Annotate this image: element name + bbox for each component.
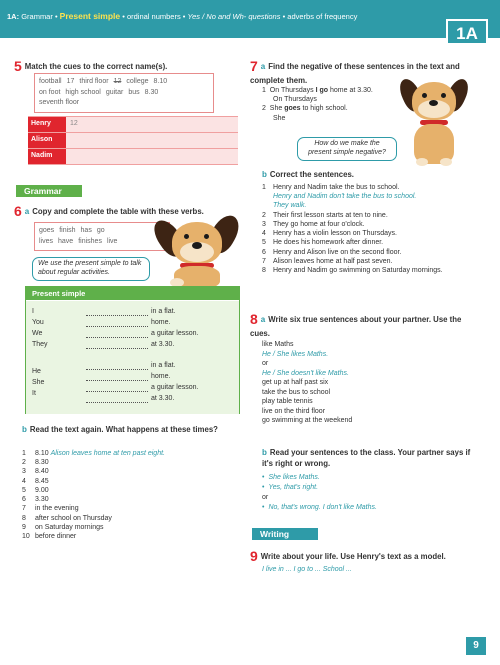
page-number: 9 (466, 637, 486, 655)
exercise-number: 7 (250, 58, 258, 74)
names-table (28, 116, 238, 165)
sub-letter: b (22, 425, 27, 434)
answer-field[interactable]: 12 (66, 117, 238, 133)
example-answer: They walk. (273, 202, 307, 210)
cue-word: third floor (79, 78, 109, 85)
answer-line: She (273, 114, 286, 122)
table-row (28, 117, 238, 133)
blank-field[interactable] (86, 341, 148, 349)
dialogue-examples (262, 473, 462, 514)
exercise-8-heading (250, 311, 475, 339)
header-topic: Present simple (59, 11, 121, 21)
sentence-ending: at 3.30. (151, 341, 175, 348)
blank-field[interactable] (86, 319, 148, 327)
sub-letter: a (260, 315, 266, 324)
list-item: 6 3.30 (22, 496, 49, 504)
example-answer: He / She doesn't like Maths. (262, 369, 349, 377)
example-answer: Henry and Nadim don't take the bus to school. (273, 193, 417, 201)
blank-field[interactable] (86, 308, 148, 316)
cue-line: get up at half past six (262, 379, 329, 387)
list-item: 8 after school on Thursday (22, 514, 112, 522)
list-item: 6 Henry and Alison live on the second floor. (262, 248, 402, 256)
cue-line: go swimming at the weekend (262, 417, 353, 425)
cue-word: 8.30 (144, 88, 159, 96)
question-speech-bubble: How do we make the present simple negative? (297, 137, 397, 161)
name-cell: Henry (28, 117, 66, 133)
list-item: 7 in the evening (22, 505, 79, 513)
exercise-number: 8 (250, 311, 258, 327)
exercise-instruction: Match the cues to the correct name(s). (24, 62, 168, 71)
or-text: or (262, 360, 269, 368)
writing-prompt: I live in ... I go to ... School ... (262, 566, 352, 573)
header-title: 1A: Grammar • Present simple • ordinal numbers • Yes / No and Wh- questions • adverbs of frequency (7, 11, 358, 21)
sentence-ending: home. (151, 319, 171, 326)
list-item: 1 Henry and Nadim take the bus to school. (262, 184, 400, 191)
time-cue: 8.30 (35, 459, 49, 467)
pronoun: She (32, 379, 45, 386)
present-simple-table (25, 286, 240, 414)
cue-line: live on the third floor (262, 407, 326, 415)
list-item: 2 She goes to high school. (262, 105, 348, 113)
header-item: ordinal numbers (126, 12, 181, 21)
header-item: Yes / No and Wh- questions (187, 12, 281, 21)
exercise-instruction: Find the negative of these sentences in the text and complete them. (250, 62, 460, 85)
list-item: 5 He does his homework after dinner. (262, 239, 384, 247)
list-item: • No, that's wrong. I don't like Maths. (262, 504, 377, 512)
cue-line: like Maths (262, 341, 294, 348)
verb-word: finish (59, 227, 76, 234)
cue-line: take the bus to school (262, 388, 331, 396)
dog-illustration (150, 208, 245, 288)
list-item: 7 Alison leaves home at half past seven. (262, 257, 393, 265)
list-item: 4 Henry has a violin lesson on Thursdays. (262, 230, 397, 238)
cue-word: college (126, 78, 149, 85)
pronoun: I (32, 308, 34, 315)
list-item: 8 Henry and Nadim go swimming on Saturday mornings. (262, 267, 443, 275)
example-answer: Alison leaves home at ten past eight. (50, 450, 165, 457)
partner-cues-list (262, 340, 462, 426)
exercise-instruction: Correct the sentences. (269, 170, 354, 179)
list-item: 9 on Saturday mornings (22, 523, 104, 531)
sentence-ending: a guitar lesson. (151, 384, 199, 391)
sub-letter: b (262, 170, 267, 179)
verb-word: goes (39, 227, 55, 234)
verb-word: has (80, 227, 92, 234)
cue-word: football (39, 78, 62, 85)
table-title: Present simple (26, 287, 239, 300)
or-text: or (262, 494, 269, 502)
exercise-7b-heading (262, 170, 354, 181)
table-row (28, 149, 238, 165)
table-row (28, 133, 238, 149)
blank-field[interactable] (86, 373, 148, 381)
list-item: 10 before dinner (22, 533, 77, 541)
example-answer: He / She likes Maths. (262, 350, 329, 358)
pronoun: You (32, 319, 44, 326)
exercise-instruction: Copy and complete the table with these verbs. (32, 207, 204, 216)
writing-section-bar: Writing (252, 528, 318, 540)
name-cell: Nadim (28, 149, 66, 165)
table-body (26, 301, 239, 414)
cue-word: 17 (66, 78, 75, 85)
verb-word: go (96, 227, 105, 234)
time-cue: 8.40 (35, 468, 49, 476)
answer-line: On Thursdays (273, 96, 317, 104)
blank-field[interactable] (86, 362, 148, 370)
cue-word: 8.10 (153, 78, 168, 85)
exercise-number: 5 (14, 58, 22, 74)
time-cue: in the evening (35, 505, 79, 513)
exercise-instruction: Read your sentences to the class. Your partner says if it's right or wrong. (262, 448, 471, 468)
time-cue: 9.00 (35, 486, 49, 494)
pronoun: We (32, 330, 43, 337)
verb-word: have (58, 237, 74, 245)
answer-field[interactable] (66, 133, 238, 149)
list-item: 3 8.40 (22, 468, 49, 476)
grammar-section-bar: Grammar (16, 185, 82, 197)
sentence-ending: at 3.30. (151, 395, 175, 402)
header-section: Grammar (21, 12, 53, 21)
sub-letter: a (24, 207, 30, 216)
blank-field[interactable] (86, 395, 148, 403)
name-cell: Alison (28, 133, 66, 149)
exercise-6b-heading (22, 425, 237, 436)
exercise-number: 6 (14, 203, 22, 219)
page-header (0, 0, 500, 43)
verb-word: finishes (78, 237, 102, 245)
exercise-8b-heading (262, 448, 477, 470)
list-item: 2 Their first lesson starts at ten to nine. (262, 211, 388, 219)
list-item: 5 9.00 (22, 486, 49, 494)
cue-line: play table tennis (262, 398, 313, 406)
blank-field[interactable] (86, 384, 148, 392)
times-list (22, 449, 237, 541)
sentence-ending: home. (151, 373, 171, 380)
sentence-ending: a guitar lesson. (151, 330, 199, 337)
list-item: • Yes, that's right. (262, 484, 319, 492)
cue-word: seventh floor (39, 99, 80, 106)
list-item: 1 8.10 Alison leaves home at ten past eight. (22, 450, 165, 457)
list-item: 2 8.30 (22, 459, 49, 467)
pronoun: They (32, 341, 48, 348)
cue-word: high school (65, 88, 101, 96)
verb-word: live (106, 237, 118, 245)
header-item: adverbs of frequency (287, 12, 358, 21)
list-item: 4 8.45 (22, 477, 49, 485)
time-cue: on Saturday mornings (35, 523, 104, 531)
cue-word: bus (128, 88, 140, 96)
cue-box (34, 73, 214, 113)
time-cue: 3.30 (35, 496, 49, 504)
list-item: 1 On Thursdays I go home at 3.30. (262, 87, 373, 94)
time-cue: before dinner (35, 533, 77, 541)
time-cue: 8.45 (35, 477, 49, 485)
list-item: • She likes Maths. (262, 474, 320, 481)
sentence-ending: in a flat. (151, 362, 176, 369)
exercise-instruction: Write about your life. Use Henry's text as a model. (260, 552, 446, 561)
cue-word-used: 12 (113, 78, 122, 85)
tip-speech-bubble: We use the present simple to talk about regular activities. (32, 257, 150, 281)
negative-items (262, 86, 412, 123)
time-cue: 8.10 (35, 450, 49, 457)
sub-letter: b (262, 448, 267, 457)
answer-field[interactable] (66, 149, 238, 165)
sentence-ending: in a flat. (151, 308, 176, 315)
pronoun: He (32, 368, 41, 375)
verb-word: lives (39, 237, 54, 245)
dog-illustration (396, 70, 476, 170)
cue-word: on foot (39, 88, 61, 96)
exercise-number: 9 (250, 548, 258, 564)
list-item: 3 They go home at four o'clock. (262, 220, 365, 228)
unit-label: 1A: (7, 12, 20, 21)
sub-letter: a (260, 62, 266, 71)
blank-field[interactable] (86, 330, 148, 338)
time-cue: after school on Thursday (35, 514, 112, 522)
correct-sentences-list (262, 183, 482, 275)
exercise-instruction: Write six true sentences about your partner. Use the cues. (250, 315, 462, 338)
pronoun: It (32, 390, 36, 397)
cue-word: guitar (105, 88, 124, 96)
exercise-9-heading (250, 548, 480, 566)
exercise-instruction: Read the text again. What happens at these times? (29, 425, 218, 434)
unit-badge: 1A (446, 19, 488, 45)
